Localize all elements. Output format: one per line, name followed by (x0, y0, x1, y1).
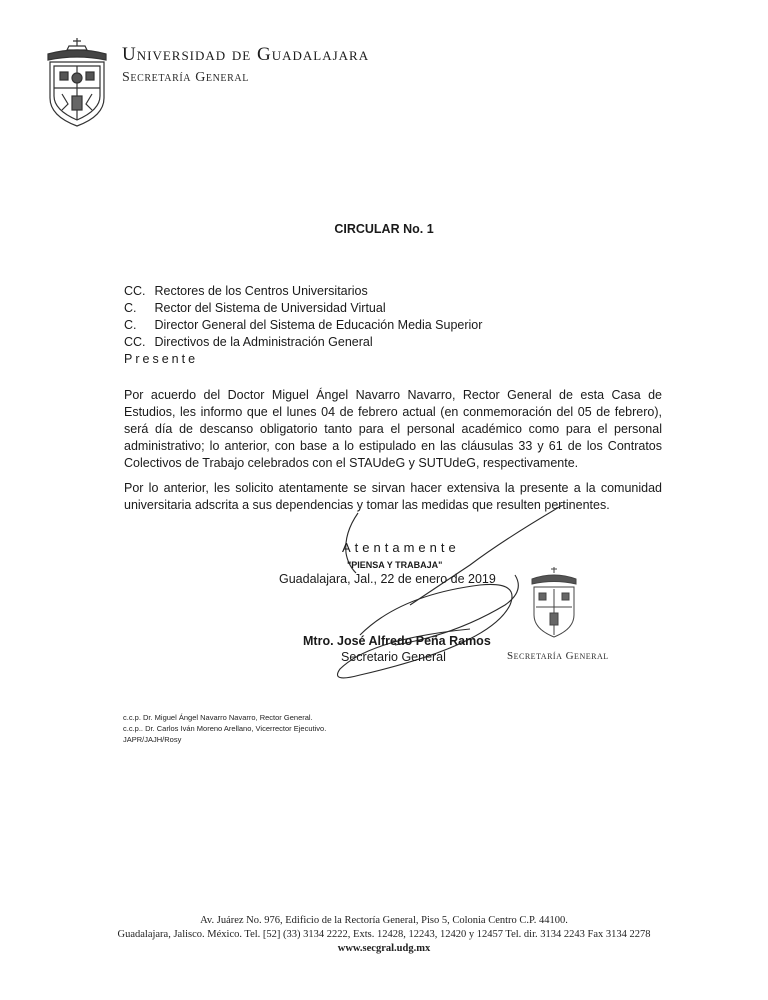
motto: "PIENSA Y TRABAJA" (347, 560, 443, 570)
body-paragraph-2: Por lo anterior, les solicito atentamente se sirvan hacer extensiva la presente a la comunidad universitaria adscrita a sus dependencias y tomar las medidas que resulten pertinentes. (124, 481, 662, 512)
presente-label: Presente (124, 352, 199, 366)
recipient-line (124, 283, 482, 300)
recipient-prefix: CC. (124, 284, 146, 298)
circular-title: CIRCULAR No. 1 (334, 222, 434, 236)
body-paragraph-1: Por acuerdo del Doctor Miguel Ángel Navarro Navarro, Rector General de esta Casa de Estudios, les informo que el lunes 04 de febrero actual (en conmemoración del 05 de febrero), será día de descanso obligatorio tanto para el personal académico como para el personal administrativo; lo anterior, con base a lo estipulado en las cláusulas 33 y 61 de los Contratos Colectivos de Trabajo celebrados con el STAUdeG y SUTUdeG, respectivamente. (124, 388, 662, 470)
ccp-line: JAPR/JAJH/Rosy (123, 735, 182, 744)
stamp-label: Secretaría General (507, 650, 609, 662)
footer-website-link[interactable]: www.secgral.udg.mx (337, 943, 431, 954)
recipient-text: Directivos de la Administración General (154, 335, 373, 349)
ccp-block (123, 712, 326, 745)
recipients-block (124, 283, 482, 368)
ccp-line: c.c.p. Dr. Miguel Ángel Navarro Navarro, Rector General. (123, 713, 313, 722)
official-stamp-icon (528, 565, 580, 645)
recipient-line (124, 317, 482, 334)
recipient-text: Rectores de los Centros Universitarios (154, 284, 368, 298)
recipient-prefix: CC. (124, 335, 146, 349)
footer (0, 914, 768, 956)
signer-title: Secretario General (341, 650, 446, 664)
recipient-text: Director General del Sistema de Educación Media Superior (154, 318, 483, 332)
footer-address: Av. Juárez No. 976, Edificio de la Rectoría General, Piso 5, Colonia Centro C.P. 44100. (200, 915, 568, 926)
place-date: Guadalajara, Jal., 22 de enero de 2019 (279, 572, 496, 586)
university-name: Universidad de Guadalajara (122, 44, 370, 65)
closing-atentamente: Atentamente (342, 540, 460, 555)
recipient-line (124, 300, 482, 317)
secretaria-name: Secretaría General (122, 70, 249, 85)
recipient-prefix: C. (124, 318, 137, 332)
university-crest-icon (42, 36, 112, 128)
recipient-line (124, 334, 482, 351)
signer-name: Mtro. José Alfredo Peña Ramos (303, 634, 491, 648)
recipient-prefix: C. (124, 301, 137, 315)
footer-phones: Guadalajara, Jalisco. México. Tel. [52] (33) 3134 2222, Exts. 12428, 12243, 12420 y 12457 Tel. dir. 3134 2243 Fax 3134 2278 (117, 929, 651, 940)
ccp-line: c.c.p.. Dr. Carlos Iván Moreno Arellano, Vicerrector Ejecutivo. (123, 724, 327, 733)
recipient-text: Rector del Sistema de Universidad Virtual (154, 301, 386, 315)
